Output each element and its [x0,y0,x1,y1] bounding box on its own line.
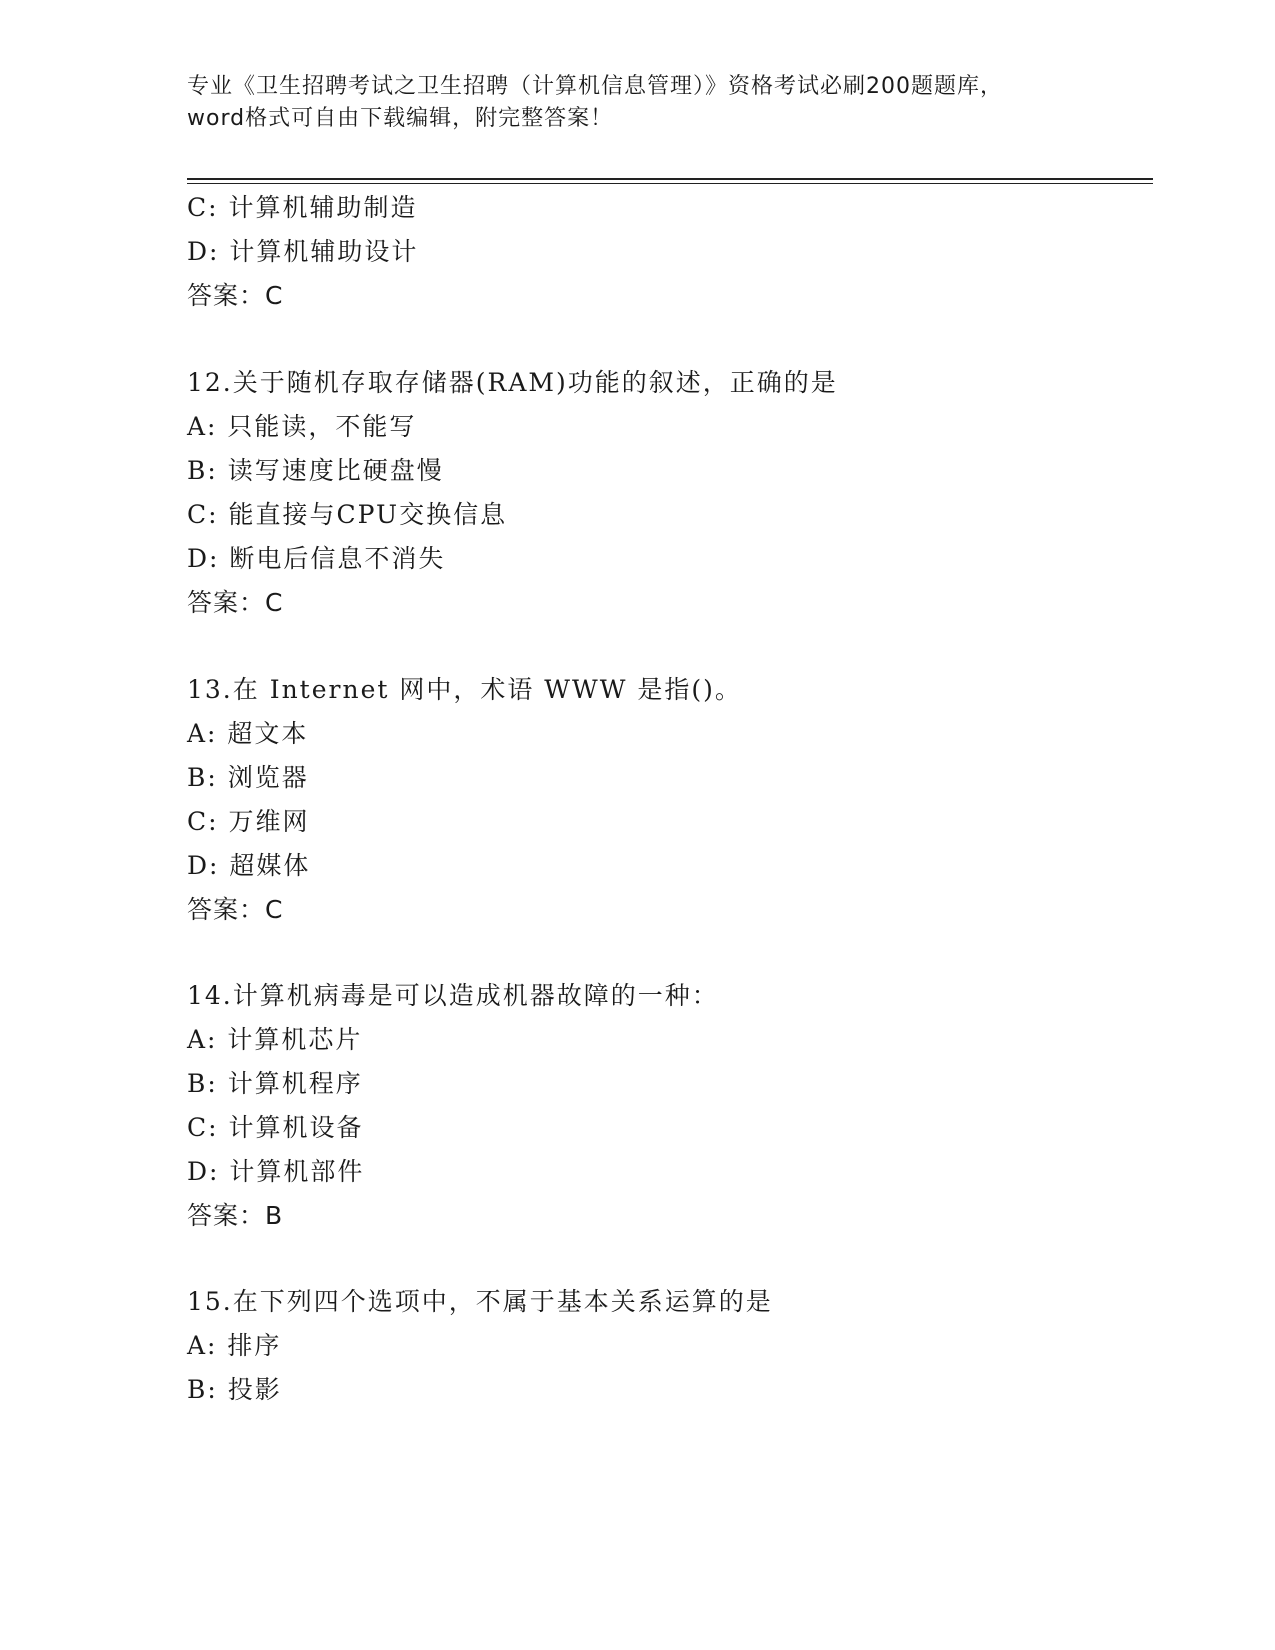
option-a: A: 超文本 [187,719,309,748]
header-line-2: word格式可自由下载编辑，附完整答案！ [187,106,614,131]
answer-line: 答案：B [187,1201,284,1230]
option-d: D: 计算机辅助设计 [187,237,419,266]
header-line-1: 专业《卫生招聘考试之卫生招聘（计算机信息管理）》资格考试必刷200题题库， [187,74,1003,99]
answer-line: 答案：C [187,281,284,310]
question-stem: 12.关于随机存取存储器(RAM)功能的叙述，正确的是 [187,368,838,397]
option-c: C: 计算机设备 [187,1113,364,1142]
header-divider-thin [187,183,1153,184]
option-c: C: 计算机辅助制造 [187,193,418,222]
answer-line: 答案：C [187,588,284,617]
option-b: B: 计算机程序 [187,1069,363,1098]
option-a: A: 只能读，不能写 [187,412,417,441]
option-c: C: 能直接与CPU交换信息 [187,500,508,529]
option-b: B: 浏览器 [187,763,309,792]
document-header [187,71,1127,135]
option-d: D: 超媒体 [187,851,311,880]
option-b: B: 投影 [187,1375,282,1404]
answer-line: 答案：C [187,895,284,924]
question-stem: 13.在 Internet 网中，术语 WWW 是指()。 [187,675,742,704]
header-divider [187,178,1153,180]
question-stem: 15.在下列四个选项中，不属于基本关系运算的是 [187,1287,773,1316]
question-stem: 14.计算机病毒是可以造成机器故障的一种： [187,981,719,1010]
option-c: C: 万维网 [187,807,310,836]
option-d: D: 计算机部件 [187,1157,365,1186]
option-a: A: 排序 [187,1331,282,1360]
option-a: A: 计算机芯片 [187,1025,363,1054]
option-d: D: 断电后信息不消失 [187,544,446,573]
option-b: B: 读写速度比硬盘慢 [187,456,444,485]
